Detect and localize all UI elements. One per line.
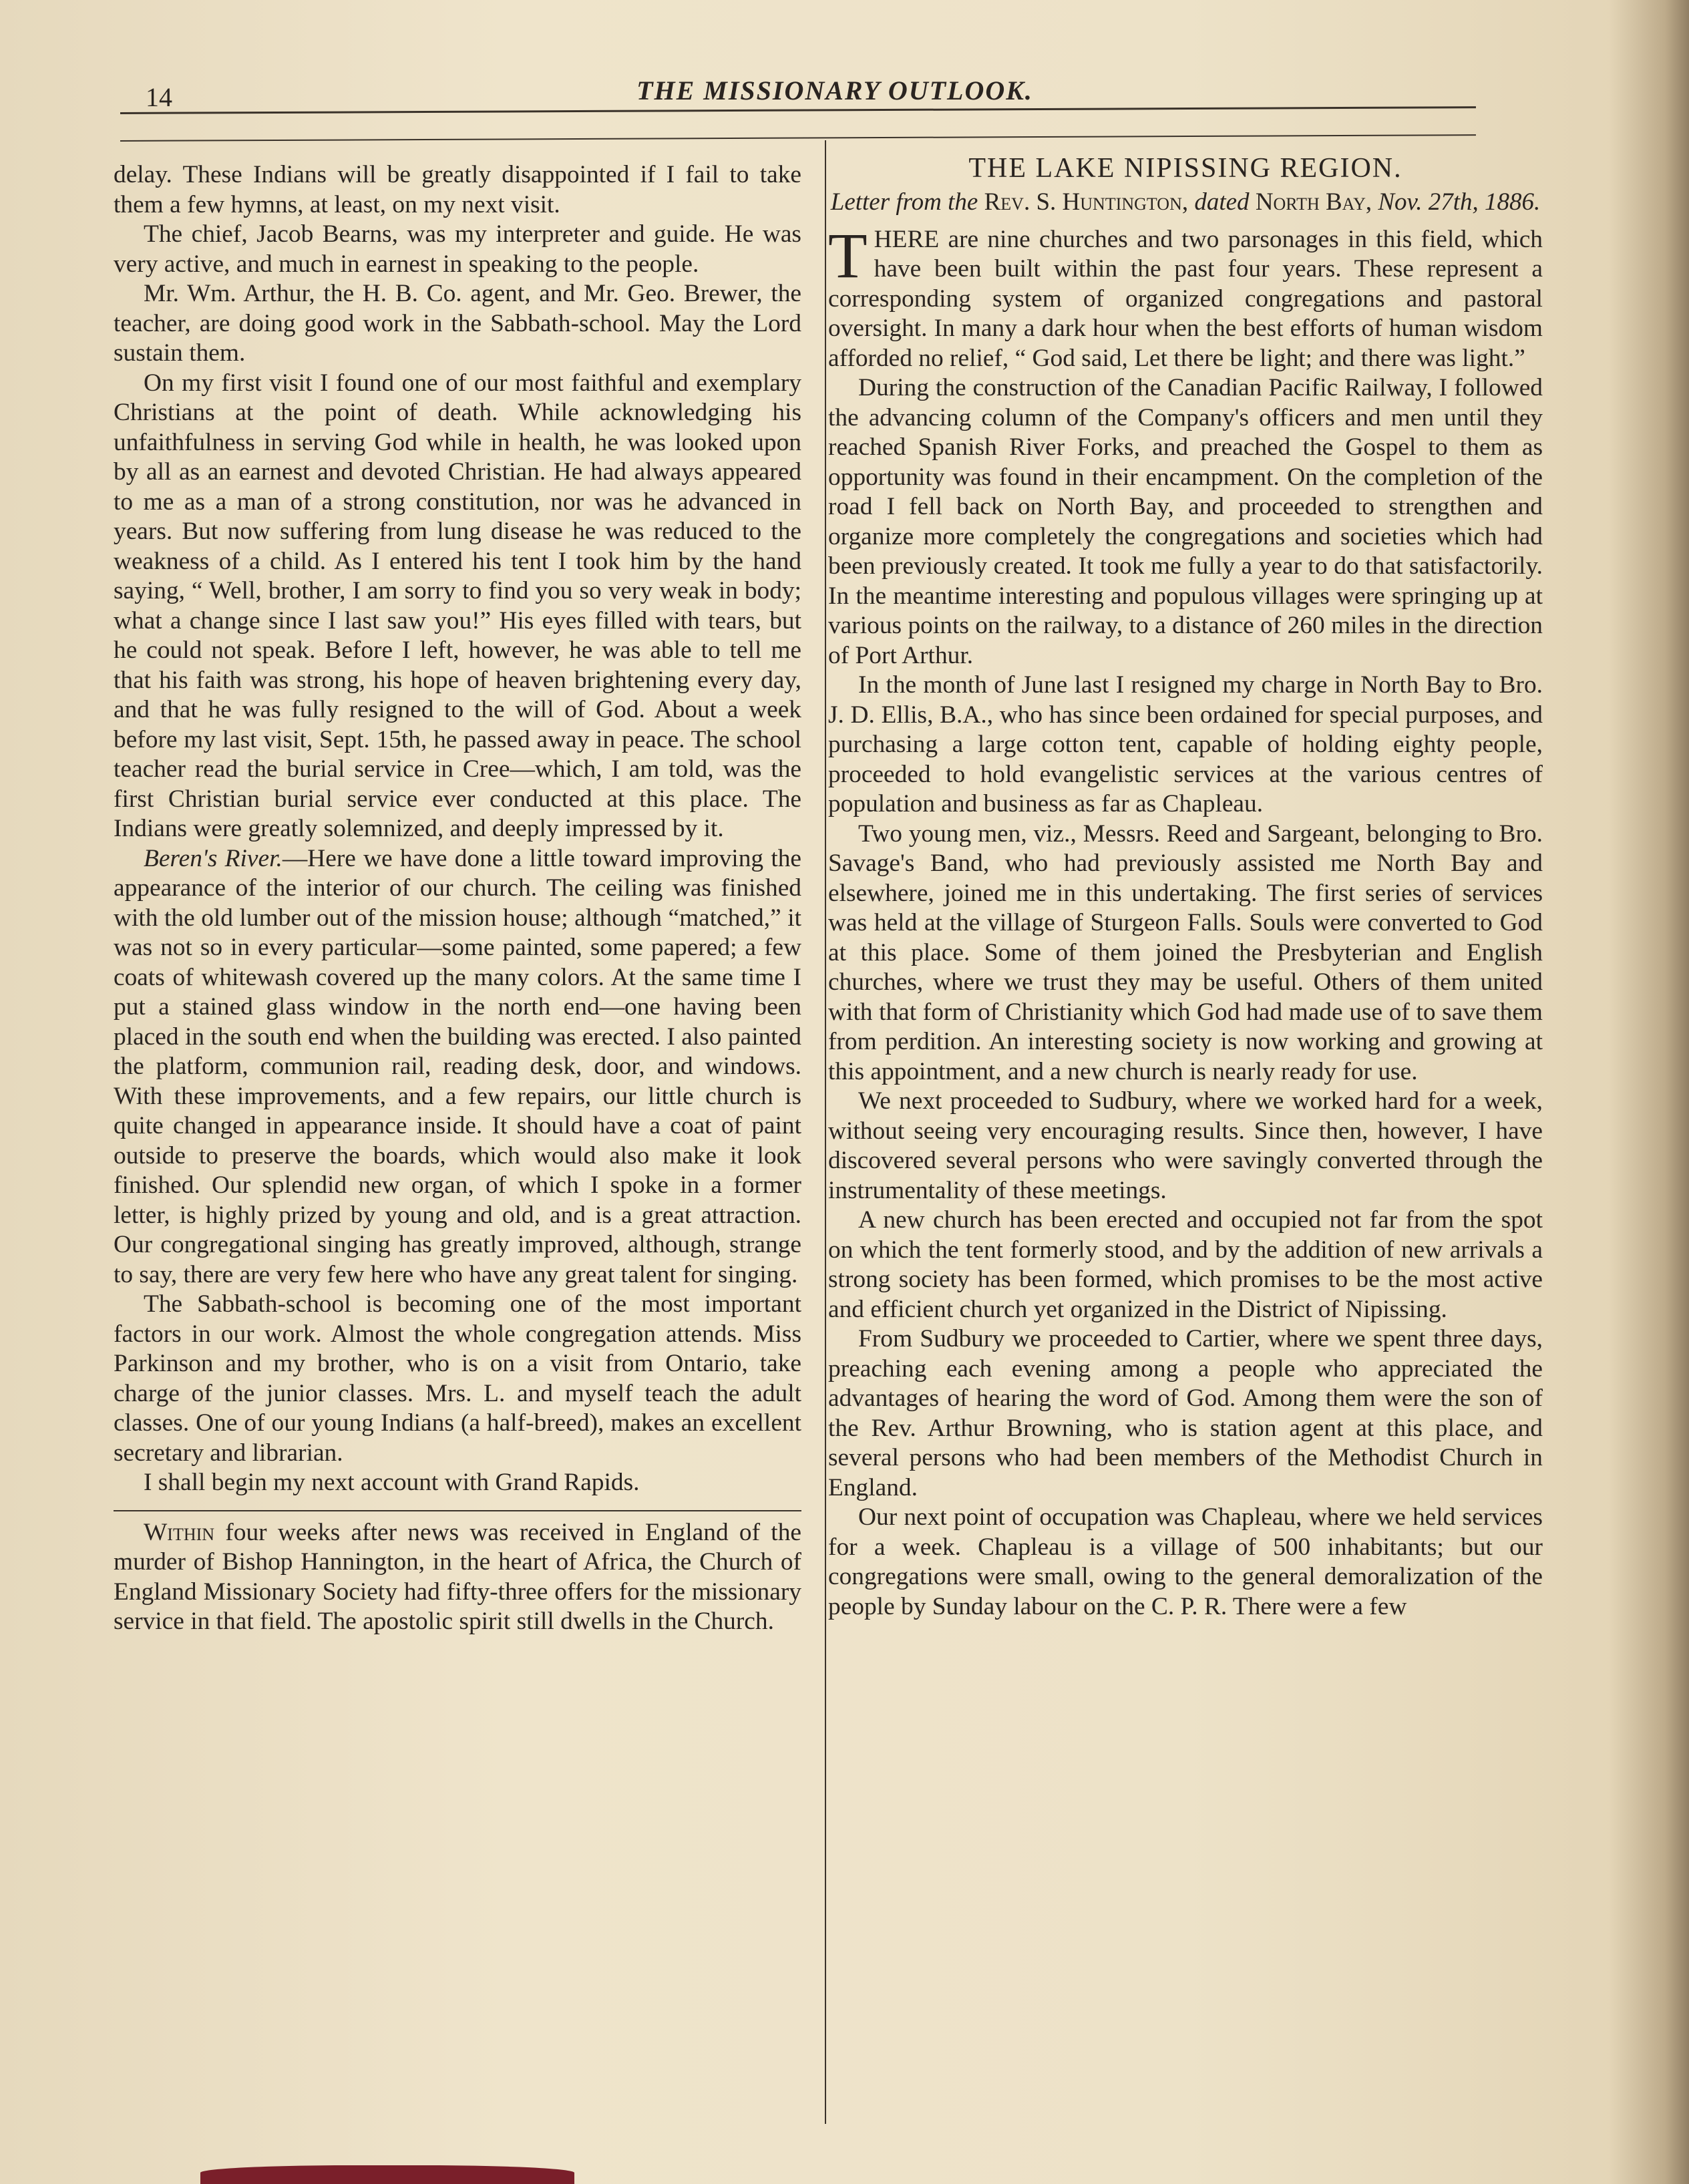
page-number: 14 xyxy=(146,82,172,112)
paragraph-text: are nine churches and two parsonages in this field, which have been built within the past four years. These represent a corresponding system of organized congregations and pastoral oversight. In many a dark hour when the best efforts of human wisdom afforded no relief, “ God said, Let there be light; and there was light.” xyxy=(828,225,1543,372)
paragraph: In the month of June last I resigned my charge in North Bay to Bro. J. D. Ellis, B.A., who has since been ordained for special purposes, and purchasing a large cotton tent, capable of holding eighty people, proceeded to hold evangelistic services at the various centres of population and business as far as Chapleau. xyxy=(828,671,1543,817)
author-name: Rev. S. Huntington, xyxy=(984,188,1189,216)
opening-caps: HERE xyxy=(874,225,940,253)
paragraph: delay. These Indians will be greatly disappointed if I fail to take them a few hymns, at least, on my next visit. xyxy=(114,161,801,218)
paragraph: Our next point of occupation was Chapleau, where we held services for a week. Chapleau is a village of 500 inhabitants; but our congregations were small, owing to the general demoralization of the people by Sunday labour on the C. P. R. There were a few xyxy=(828,1503,1543,1620)
header-rule xyxy=(120,106,1476,114)
left-column xyxy=(114,160,801,1637)
column-divider xyxy=(825,140,826,2124)
paragraph: We next proceeded to Sudbury, where we worked hard for a week, without seeing very encouraging results. Since then, however, I have discovered several persons who were savingly converted through the instrumentality of these meetings. xyxy=(828,1087,1543,1204)
byline-text: Letter from the xyxy=(830,188,978,216)
right-column xyxy=(828,154,1543,1622)
byline-date: Nov. 27th, 1886. xyxy=(1378,188,1541,216)
running-title: THE MISSIONARY OUTLOOK. xyxy=(636,75,1033,106)
article-separator xyxy=(114,1510,801,1511)
header-rule-lower xyxy=(120,134,1476,142)
binding-shadow xyxy=(1609,0,1689,2184)
paragraph: A new church has been erected and occupied not far from the spot on which the tent formerly stood, and by the addition of new arrivals a strong society has been formed, which promises to be the most active and efficient church yet organized in the District of Nipissing. xyxy=(828,1206,1543,1323)
paragraph: From Sudbury we proceeded to Cartier, where we spent three days, preaching each evening among a people who appreciated the advantages of hearing the word of God. Among them were the son of the Rev. Arthur Browning, who is station agent at this place, and several persons who had been members of the Methodist Church in England. xyxy=(828,1325,1543,1501)
byline-text: dated xyxy=(1194,188,1250,216)
section-heading: Beren's River. xyxy=(144,844,283,872)
opening-paragraph xyxy=(828,219,1543,374)
paragraph: The Sabbath-school is becoming one of the most important factors in our work. Almost the whole congregation attends. Miss Parkinson and my brother, who is on a visit from Ontario, take charge of the junior classes. Mrs. L. and myself teach the adult classes. One of our young Indians (a half-breed), makes an excellent secretary and librarian. xyxy=(114,1290,801,1467)
paragraph: Mr. Wm. Arthur, the H. B. Co. agent, and Mr. Geo. Brewer, the teacher, are doing good work in the Sabbath-school. May the Lord sustain them. xyxy=(114,280,801,367)
article-title: THE LAKE NIPISSING REGION. xyxy=(968,153,1402,184)
paragraph: On my first visit I found one of our most faithful and exemplary Christians at the point of death. While acknowledging his unfaithfulness in serving God while in health, he was looked upon by all as an earnest and devoted Christian. He had always appeared to me as a man of a strong constitution, nor was he advanced in years. But now suffering from lung disease he was reduced to the weakness of a child. As I entered his tent I took him by the hand saying, “ Well, brother, I am sorry to find you so very weak in body; what a change since I last saw you!” His eyes filled with tears, but he could not speak. Before I left, however, he was able to tell me that his faith was strong, his hope of heaven brightening every day, and that he was fully resigned to the will of God. About a week before my last visit, Sept. 15th, he passed away in peace. The school teacher read the burial service in Cree—which, I am told, was the first Christian burial service ever conducted at this place. The Indians were greatly solemnized, and deeply impressed by it. xyxy=(114,369,801,842)
lead-word: Within xyxy=(144,1518,215,1546)
paragraph: The chief, Jacob Bearns, was my interpreter and guide. He was very active, and much in earnest in speaking to the people. xyxy=(114,220,801,278)
page-edge-stain xyxy=(200,2165,574,2184)
paragraph: I shall begin my next account with Grand Rapids. xyxy=(144,1469,640,1496)
drop-cap: T xyxy=(828,219,868,291)
article-byline xyxy=(828,188,1543,217)
within-paragraph xyxy=(114,1518,801,1637)
byline-place: North Bay, xyxy=(1255,188,1372,216)
paragraph-text: four weeks after news was received in England of the murder of Bishop Hannington, in the heart of Africa, the Church of England Missionary Society had fifty-three offers for the missionary service in that field. The apostolic spirit still dwells in the Church. xyxy=(114,1518,801,1635)
paragraph-text: —Here we have done a little toward improving the appearance of the interior of our church. The ceiling was finished with the old lumber out of the mission house; although “matched,” it was not so in every particular—some painted, some papered; a few coats of whitewash covered up the many colors. At the same time I put a stained glass window in the north end—one having been placed in the south end when the building was erected. I also painted the platform, communion rail, reading desk, door, and windows. With these improvements, and a few repairs, our little church is quite changed in appearance inside. It should have a coat of paint outside to preserve the boards, which would also make it look finished. Our splendid new organ, of which I spoke in a former letter, is highly prized by young and old, and is a great attraction. Our congregational singing has greatly improved, although, strange to say, there are very few here who have any great talent for singing. xyxy=(114,844,801,1288)
berens-river-paragraph xyxy=(114,844,801,1290)
paragraph: Two young men, viz., Messrs. Reed and Sargeant, belonging to Bro. Savage's Band, who had previously assisted me North Bay and elsewhere, joined me in this undertaking. The first series of services was held at the village of Sturgeon Falls. Souls were converted to God at this place. Some of them joined the Presbyterian and English churches, where we trust they may be useful. Others of them united with that form of Christianity which God had made use of to save them from perdition. An interesting society is now working and growing at this appointment, and a new church is nearly ready for use. xyxy=(828,820,1543,1085)
paragraph: During the construction of the Canadian Pacific Railway, I followed the advancing column of the Company's officers and men until they reached Spanish River Forks, and preached the Gospel to them as opportunity was found in their encampment. On the completion of the road I fell back on North Bay, and proceeded to strengthen and organize more completely the congregations and societies which had been previously created. It took me fully a year to do that satisfactorily. In the meantime interesting and populous villages were springing up at various points on the railway, to a distance of 260 miles in the direction of Port Arthur. xyxy=(828,374,1543,669)
